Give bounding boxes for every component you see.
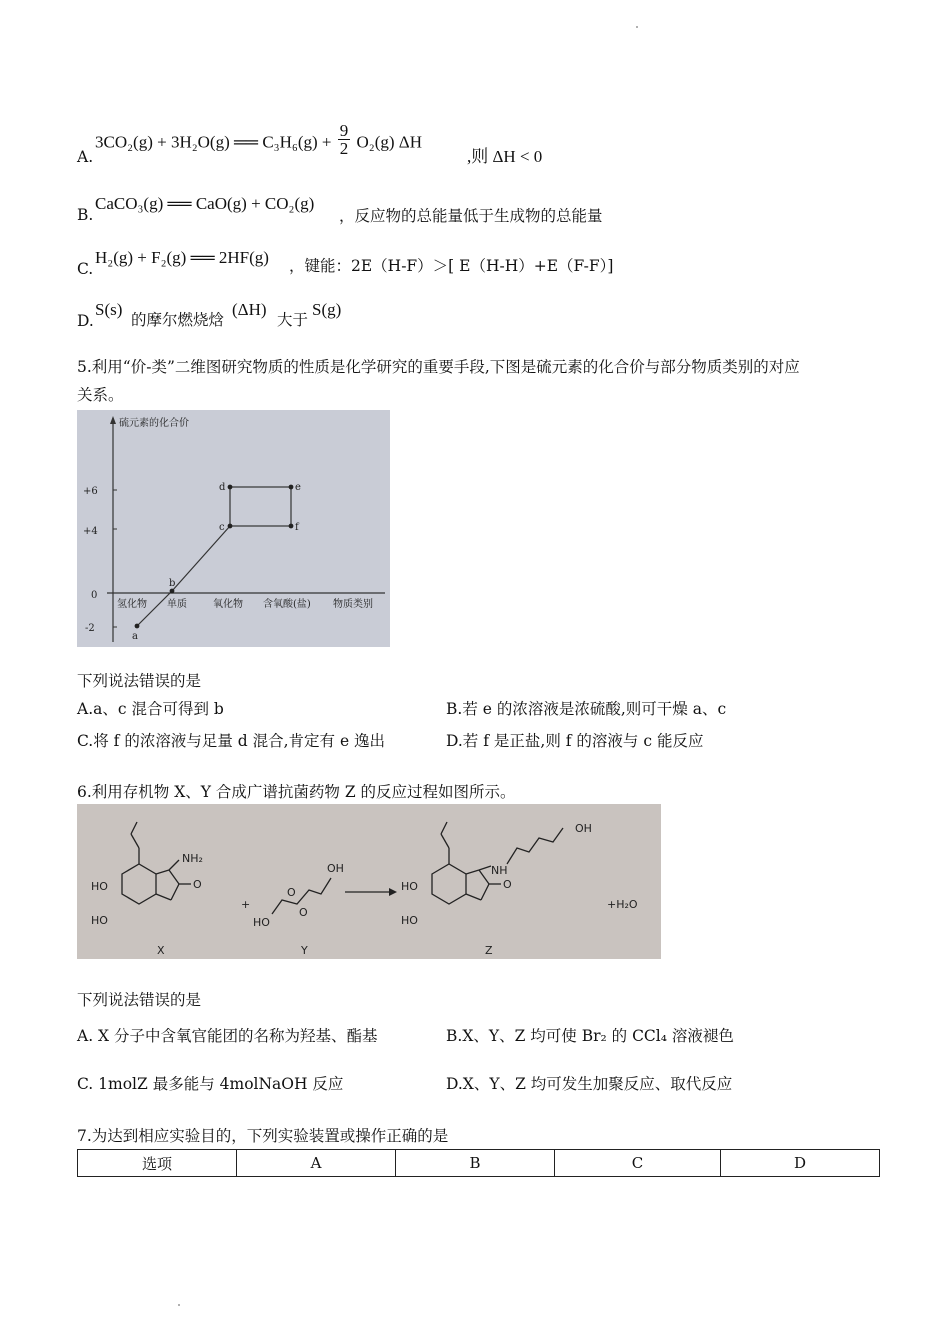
y-axis-title: 硫元素的化合价	[119, 418, 189, 429]
byproduct-label: +H₂O	[607, 898, 638, 911]
table-header: A	[237, 1150, 396, 1177]
q5-option-d: D.若 f 是正盐,则 f 的溶液与 c 能反应	[446, 732, 704, 750]
point-e	[289, 485, 294, 490]
y-tick: -2	[85, 623, 95, 634]
group-label: NH	[491, 864, 508, 877]
x-label: 氢化物	[117, 599, 147, 610]
plus-sign: +	[241, 898, 251, 911]
q4-a-condition: ,则 ΔH < 0	[467, 147, 543, 166]
q4-d-prefix: D.	[77, 312, 94, 330]
group-label: OH	[575, 822, 592, 835]
group-label: HO	[401, 914, 418, 927]
x-label: 氧化物	[213, 599, 243, 610]
q5-stem-line2: 关系。	[77, 386, 124, 404]
group-label: O	[193, 878, 202, 891]
group-label: HO	[91, 914, 108, 927]
sulfur-valence-class-figure	[77, 410, 390, 647]
q4-a-equation: 3CO₂(g) + 3H₂O(g) ══ C₃H₆(g) + $\frac{9}{2}$ O₂(g) ΔH	[95, 121, 422, 158]
y-tick: +6	[83, 486, 98, 497]
q7-stem: 7.为达到相应实验目的，下列实验装置或操作正确的是	[77, 1127, 449, 1145]
point-d	[228, 485, 233, 490]
table-header: C	[555, 1150, 721, 1177]
point-label: b	[169, 578, 176, 589]
fraction: $\frac{9}{2}$	[339, 121, 349, 158]
q6-prompt: 下列说法错误的是	[77, 991, 202, 1009]
table-row	[78, 1150, 880, 1177]
y-tick: +4	[83, 526, 98, 537]
group-label: HO	[401, 880, 418, 893]
group-label: O	[287, 886, 296, 899]
group-label: HO	[91, 880, 108, 893]
valence-rectangle	[230, 487, 291, 526]
x-label: 物质类别	[333, 599, 373, 610]
molecule-x	[122, 822, 191, 904]
point-c	[228, 524, 233, 529]
q4-b-text: ，反应物的总能量低于生成物的总能量	[339, 207, 603, 225]
q4-c-equation: H₂(g) + F₂(g) ══ 2HF(g)	[95, 248, 269, 267]
point-label: d	[219, 482, 226, 493]
table-header: B	[396, 1150, 555, 1177]
q6-stem: 6.利用存机物 X、Y 合成广谱抗菌药物 Z 的反应过程如图所示。	[77, 783, 516, 801]
q5-prompt: 下列说法错误的是	[77, 672, 202, 690]
q6-option-d: D.X、Y、Z 均可发生加聚反应、取代反应	[446, 1075, 733, 1093]
compound-label: X	[157, 944, 165, 957]
q6-option-b: B.X、Y、Z 均可使 Br₂ 的 CCl₄ 溶液褪色	[446, 1027, 734, 1045]
point-f	[289, 524, 294, 529]
group-label: O	[503, 878, 512, 891]
q5-option-a: A.a、c 混合可得到 b	[77, 700, 224, 718]
synthesis-reaction-figure	[77, 804, 661, 959]
q6-option-a: A. X 分子中含氧官能团的名称为羟基、酯基	[77, 1027, 378, 1045]
q4-a-prefix: A.	[77, 148, 94, 166]
q4-c-text: ，键能：2E（H-F）＞[ E（H-H）+E（F-F）]	[289, 257, 614, 275]
table-header: D	[721, 1150, 880, 1177]
point-b	[170, 589, 175, 594]
q6-option-c: C. 1molZ 最多能与 4molNaOH 反应	[77, 1075, 344, 1093]
point-label: f	[295, 522, 299, 533]
q5-option-c: C.将 f 的浓溶液与足量 d 混合,肯定有 e 逸出	[77, 732, 386, 750]
point-label: a	[132, 631, 138, 642]
q5-stem-line1: 5.利用“价-类”二维图研究物质的性质是化学研究的重要手段,下图是硫元素的化合价与部分物质类别的对应	[77, 358, 800, 376]
group-label: OH	[327, 862, 344, 875]
q7-options-table	[77, 1149, 880, 1177]
point-a	[135, 624, 140, 629]
group-label: O	[299, 906, 308, 919]
y-tick: 0	[91, 590, 98, 601]
x-label: 含氧酸(盐)	[263, 599, 311, 610]
q4-b-prefix: B.	[77, 206, 94, 224]
q4-c-prefix: C.	[77, 260, 94, 278]
table-header: 选项	[78, 1150, 237, 1177]
compound-label: Y	[301, 944, 308, 957]
compound-label: Z	[485, 944, 493, 957]
q4-b-equation: CaCO₃(g) ══ CaO(g) + CO₂(g)	[95, 194, 315, 213]
group-label: NH₂	[182, 852, 203, 865]
q5-option-b: B.若 e 的浓溶液是浓硫酸,则可干燥 a、c	[446, 700, 727, 718]
point-label: e	[295, 482, 301, 493]
molecule-z	[432, 822, 563, 904]
group-label: HO	[253, 916, 270, 929]
x-label: 单质	[167, 599, 187, 610]
point-label: c	[219, 522, 225, 533]
